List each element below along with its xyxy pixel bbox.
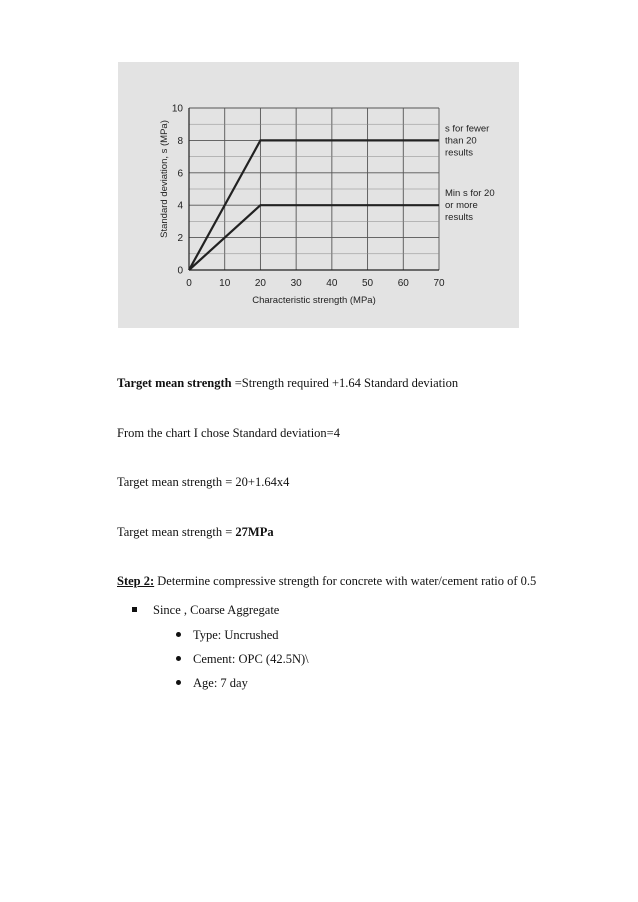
y-axis-label: Standard deviation, s (MPa) (159, 120, 170, 238)
annotation-1-line: results (445, 147, 473, 159)
dot-bullet-icon (176, 632, 181, 637)
annotation-1-line: s for fewer (445, 123, 490, 135)
annotation-1-line: than 20 (445, 135, 477, 147)
target-mean-label: Target mean strength (117, 376, 232, 390)
target-mean-result (117, 524, 274, 540)
x-tick-label: 0 (186, 278, 192, 289)
bullet-coarse-aggregate: Since , Coarse Aggregate (153, 603, 280, 617)
target-mean-calc: Target mean strength = 20+1.64x4 (117, 475, 290, 489)
sub-bullet-cement: Cement: OPC (42.5N)\ (193, 652, 309, 666)
target-mean-formula (117, 375, 458, 391)
x-tick-label: 40 (326, 278, 338, 289)
sub-bullet-type: Type: Uncrushed (193, 628, 279, 642)
target-mean-value: 27MPa (235, 525, 274, 539)
target-mean-result-label: Target mean strength = (117, 525, 236, 539)
square-bullet-icon (132, 607, 137, 612)
y-tick-label: 6 (177, 168, 183, 180)
x-tick-label: 10 (219, 278, 231, 289)
x-tick-label: 50 (362, 278, 374, 289)
y-tick-label: 4 (177, 200, 183, 212)
x-tick-label: 20 (254, 278, 266, 289)
annotation-2-line: results (445, 212, 473, 224)
annotation-2-line: or more (445, 200, 478, 212)
chosen-std-deviation: From the chart I chose Standard deviation=4 (117, 426, 340, 440)
step-2-text: Determine compressive strength for concrete with water/cement ratio of 0.5 (154, 574, 537, 588)
y-tick-label: 10 (171, 103, 183, 115)
x-axis-label: Characteristic strength (MPa) (252, 295, 376, 306)
step-2-heading (117, 573, 536, 589)
standard-deviation-chart (118, 62, 519, 328)
y-tick-label: 2 (177, 233, 183, 245)
dot-bullet-icon (176, 656, 181, 661)
sub-bullet-age: Age: 7 day (193, 676, 248, 690)
target-mean-formula-text: =Strength required +1.64 Standard deviation (231, 376, 459, 390)
annotation-2-line: Min s for 20 (445, 188, 495, 200)
step-2-label: Step 2: (117, 574, 155, 588)
chart-svg (118, 62, 519, 328)
y-tick-label: 8 (177, 135, 183, 147)
dot-bullet-icon (176, 680, 181, 685)
x-tick-label: 30 (290, 278, 302, 289)
x-tick-label: 70 (433, 278, 445, 289)
x-tick-label: 60 (397, 278, 409, 289)
y-tick-label: 0 (177, 265, 183, 277)
